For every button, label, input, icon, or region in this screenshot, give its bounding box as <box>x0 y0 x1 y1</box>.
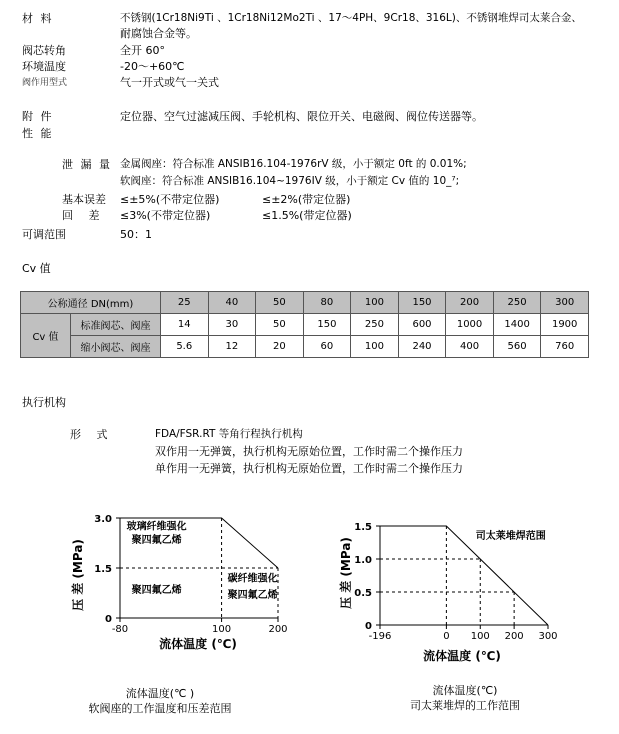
cv-cell: 560 <box>493 336 541 358</box>
dn-cell: 300 <box>541 292 589 314</box>
y-tick-label: 1.5 <box>94 564 112 575</box>
x-axis-label: 流体温度 (℃) <box>423 649 501 663</box>
y-tick-label: 0 <box>105 614 112 625</box>
dn-cell: 40 <box>208 292 256 314</box>
x-tick-label: 100 <box>212 624 232 635</box>
row-label-reduced: 缩小阀芯、阀座 <box>71 336 161 358</box>
spec-label-action-type: 阀作用型式 <box>22 78 68 88</box>
leak-line1: 金属阀座：符合标准 ANSIB16.104-1976rV 级，小于额定 0ft 的 0.01%; <box>120 158 467 170</box>
annotation-label: 碳纤维强化 <box>227 573 278 585</box>
x-tick-label: 100 <box>470 631 490 642</box>
cv-cell: 1900 <box>541 314 589 336</box>
basic-error-label: 基本误差 <box>62 193 106 206</box>
row-label-standard: 标准阀芯、阀座 <box>71 314 161 336</box>
materials-text-line1: 不锈钢(1Cr18Ni9Ti 、1Cr18Ni12Mo2Ti 、17～4PH、9Cr18、316L)、不锈钢堆焊司太莱合金、 <box>120 12 582 24</box>
cv-cell: 1400 <box>493 314 541 336</box>
accessories-label: 附 件 <box>22 110 54 123</box>
cv-cell: 14 <box>161 314 209 336</box>
y-tick-label: 1.5 <box>354 522 372 533</box>
x-tick-label: 200 <box>268 624 288 635</box>
leak-line2: 软阀座：符合标准 ANSIB16.104~1976IV 级，小于额定 Cv 值的 10_⁷; <box>120 175 460 187</box>
accessories-value: 定位器、空气过滤减压阀、手轮机构、限位开关、电磁阀、阀位传送器等。 <box>120 110 483 123</box>
actuator-line2: 双作用一无弹簧，执行机构无原始位置，工作时需二个操作压力 <box>155 445 463 458</box>
chart1-caption <box>80 686 240 716</box>
chart2-caption-bottom: 司太莱堆焊的工作范围 <box>410 699 520 712</box>
cv-cell: 5.6 <box>161 336 209 358</box>
basic-error-with-positioner: ≤±2%(带定位器) <box>262 193 351 206</box>
spec-value-ambient-temp: -20～+60℃ <box>120 60 185 73</box>
leak-label: 泄 漏 量 <box>62 158 112 171</box>
chart1-caption-bottom: 软阀座的工作温度和压差范围 <box>88 702 232 715</box>
dn-cell: 25 <box>161 292 209 314</box>
return-with-positioner: ≤1.5%(带定位器) <box>262 209 352 222</box>
cv-cell: 12 <box>208 336 256 358</box>
cv-cell: 600 <box>398 314 446 336</box>
x-tick-label: 0 <box>443 631 450 642</box>
return-no-positioner: ≤3%(不带定位器) <box>120 209 211 222</box>
x-tick-label: -196 <box>368 631 392 642</box>
spec-label-rotation: 阀芯转角 <box>22 44 66 57</box>
materials-text-line2: 耐腐蚀合金等。 <box>120 27 197 40</box>
x-tick-label: 300 <box>538 631 558 642</box>
annotation-label: 司太莱堆焊范围 <box>475 531 546 543</box>
y-tick-label: 1.0 <box>354 555 372 566</box>
dn-cell: 100 <box>351 292 399 314</box>
spec-value-action-type: 气一开式或气一关式 <box>120 76 219 89</box>
cv-cell: 30 <box>208 314 256 336</box>
cv-table <box>20 291 589 358</box>
table-row <box>21 336 589 358</box>
cv-cell: 60 <box>303 336 351 358</box>
cv-section-title: Cv 值 <box>22 262 51 275</box>
return-label: 回 差 <box>62 209 106 222</box>
chart2-caption <box>380 683 550 713</box>
dn-cell: 200 <box>446 292 494 314</box>
cv-cell: 400 <box>446 336 494 358</box>
y-tick-label: 0 <box>365 621 372 632</box>
dn-cell: 250 <box>493 292 541 314</box>
actuator-line1: FDA/FSR.RT 等角行程执行机构 <box>155 428 303 440</box>
cv-cell: 760 <box>541 336 589 358</box>
chart-stellite <box>310 500 619 670</box>
basic-error-no-positioner: ≤±5%(不带定位器) <box>120 193 220 206</box>
y-axis-label: 压 差 (MPa) <box>339 537 353 609</box>
cv-cell: 1000 <box>446 314 494 336</box>
actuator-form-label: 形 式 <box>70 428 114 441</box>
y-tick-label: 3.0 <box>94 514 112 525</box>
performance-label: 性 能 <box>22 127 54 140</box>
chart1-caption-top: 流体温度(℃ ) <box>125 687 195 700</box>
dn-cell: 50 <box>256 292 304 314</box>
x-tick-label: 200 <box>504 631 524 642</box>
cv-cell: 100 <box>351 336 399 358</box>
range-value: 50：1 <box>120 228 152 241</box>
chart2-caption-top: 流体温度(℃) <box>432 684 498 697</box>
dn-cell: 80 <box>303 292 351 314</box>
actuator-line3: 单作用一无弹簧，执行机构无原始位置，工作时需二个操作压力 <box>155 462 463 475</box>
cv-cell: 150 <box>303 314 351 336</box>
chart-soft-seat <box>0 500 310 660</box>
actuator-section-title: 执行机构 <box>22 396 66 409</box>
spec-label-ambient-temp: 环境温度 <box>22 60 66 73</box>
annotation-label: 聚四氟乙烯 <box>227 590 278 601</box>
cv-cell: 50 <box>256 314 304 336</box>
x-axis-label: 流体温度 (℃) <box>159 637 237 651</box>
table-row <box>21 292 589 314</box>
spec-value-rotation: 全开 60° <box>120 44 165 57</box>
annotation-label: 聚四氟乙烯 <box>131 535 182 546</box>
cv-cell: 20 <box>256 336 304 358</box>
cv-cell: 240 <box>398 336 446 358</box>
range-label: 可调范围 <box>22 228 66 241</box>
materials-label: 材 料 <box>22 12 54 25</box>
cv-cell: 250 <box>351 314 399 336</box>
annotation-label: 玻璃纤维强化 <box>126 521 187 533</box>
y-tick-label: 0.5 <box>354 588 372 599</box>
annotation-label: 聚四氟乙烯 <box>131 585 182 596</box>
cv-row-group-label: Cv 值 <box>21 314 71 358</box>
dn-header-label: 公称通径 DN(mm) <box>21 292 161 314</box>
table-row <box>21 314 589 336</box>
dn-cell: 150 <box>398 292 446 314</box>
x-tick-label: -80 <box>111 624 129 635</box>
y-axis-label: 压 差 (MPa) <box>71 539 85 611</box>
